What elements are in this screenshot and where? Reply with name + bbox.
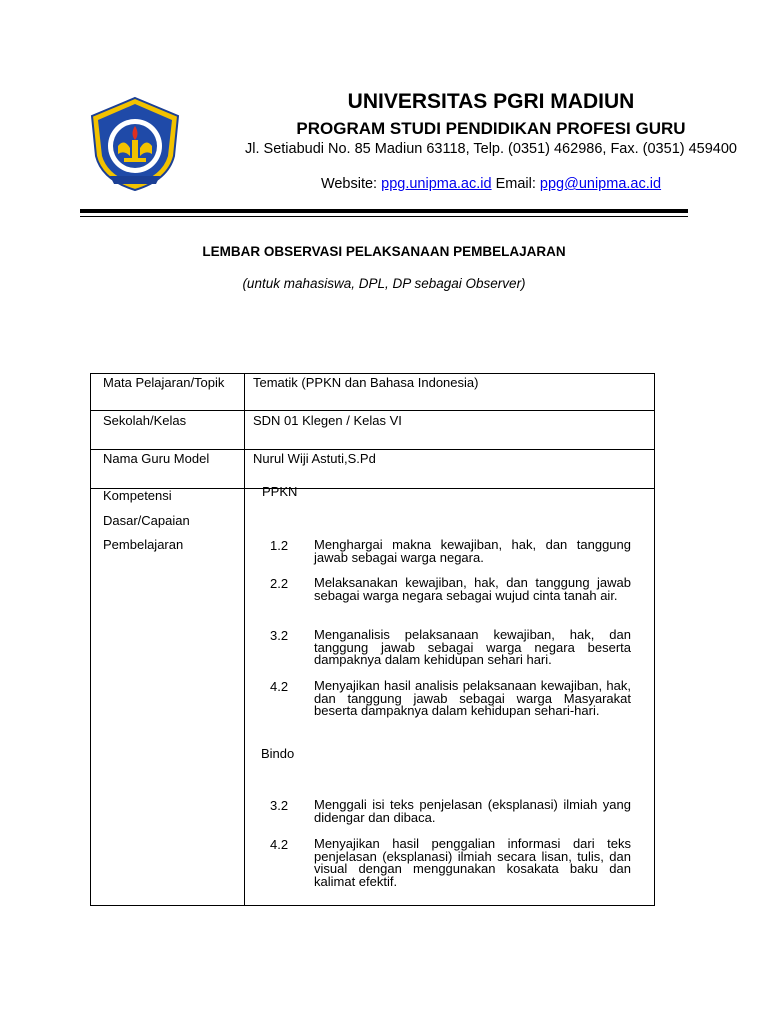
kd-text: Menyajikan hasil penggalian informasi dari teks penjelasan (eksplanasi) ilmiah secara lisan, tulis, dan visual dengan menggunakan kosakata baku dan kalimat efektif.: [314, 836, 631, 889]
header-divider-thin: [80, 216, 688, 217]
kd-number: 4.2: [270, 679, 289, 694]
document-subtitle: (untuk mahasiswa, DPL, DP sebagai Observer): [242, 276, 526, 291]
row-value-guru: Nurul Wiji Astuti,S.Pd: [253, 451, 376, 466]
kd-number: 1.2: [270, 538, 289, 553]
university-logo: [88, 96, 182, 192]
address: Jl. Setiabudi No. 85 Madiun 63118, Telp. (0351) 462986, Fax. (0351) 459400: [245, 141, 737, 157]
kompetensi-label-line: Kompetensi: [103, 488, 172, 503]
kd-number: 3.2: [270, 628, 289, 643]
website-link[interactable]: ppg.unipma.ac.id: [381, 176, 492, 192]
email-label: Email:: [495, 176, 536, 192]
header-divider-thick: [80, 209, 688, 213]
row-label-sekolah: Sekolah/Kelas: [103, 413, 187, 428]
kd-text: Menghargai makna kewajiban, hak, dan tanggung jawab sebagai warga negara.: [314, 537, 631, 565]
kd-text: Menggali isi teks penjelasan (eksplanasi) ilmiah yang didengar dan dibaca.: [314, 797, 631, 825]
kompetensi-label-line: Dasar/Capaian: [103, 513, 190, 528]
kd-text: Melaksanakan kewajiban, hak, dan tanggung jawab sebagai warga negara sebagai wujud cinta tanah air.: [314, 575, 631, 603]
row-label-guru: Nama Guru Model: [103, 451, 210, 466]
row-divider: [91, 410, 654, 411]
kompetensi-label-line: Pembelajaran: [103, 537, 184, 552]
column-divider: [244, 374, 245, 905]
email-link[interactable]: ppg@unipma.ac.id: [539, 176, 662, 192]
kd-number: 4.2: [270, 837, 289, 852]
kd-number: 2.2: [270, 576, 289, 591]
kd-number: 3.2: [270, 798, 289, 813]
kd-text: Menganalisis pelaksanaan kewajiban, hak, dan tanggung jawab sebagai warga negara beserta dampaknya dalam kehidupan sehari hari.: [314, 627, 631, 667]
website-label: Website:: [320, 176, 378, 192]
ppkn-heading: PPKN: [262, 484, 298, 499]
unipma-emblem-icon: [88, 96, 182, 192]
kd-text: Menyajikan hasil analisis pelaksanaan kewajiban, hak, dan tanggung jawab sebagai warga Masyarakat beserta dampaknya dalam kehidupan sehari-hari.: [314, 678, 631, 718]
row-divider: [91, 488, 654, 489]
row-value-sekolah: SDN 01 Klegen / Kelas VI: [253, 413, 402, 428]
row-label-mata-pelajaran: Mata Pelajaran/Topik: [103, 375, 225, 390]
document-title: LEMBAR OBSERVASI PELAKSANAAN PEMBELAJARAN: [202, 244, 566, 259]
bindo-heading: Bindo: [261, 746, 295, 761]
university-name: UNIVERSITAS PGRI MADIUN: [347, 90, 635, 113]
contact-line: [200, 176, 768, 192]
row-divider: [91, 449, 654, 450]
observation-table: [90, 373, 655, 906]
row-value-mata-pelajaran: Tematik (PPKN dan Bahasa Indonesia): [253, 375, 479, 390]
program-name: PROGRAM STUDI PENDIDIKAN PROFESI GURU: [296, 119, 686, 138]
